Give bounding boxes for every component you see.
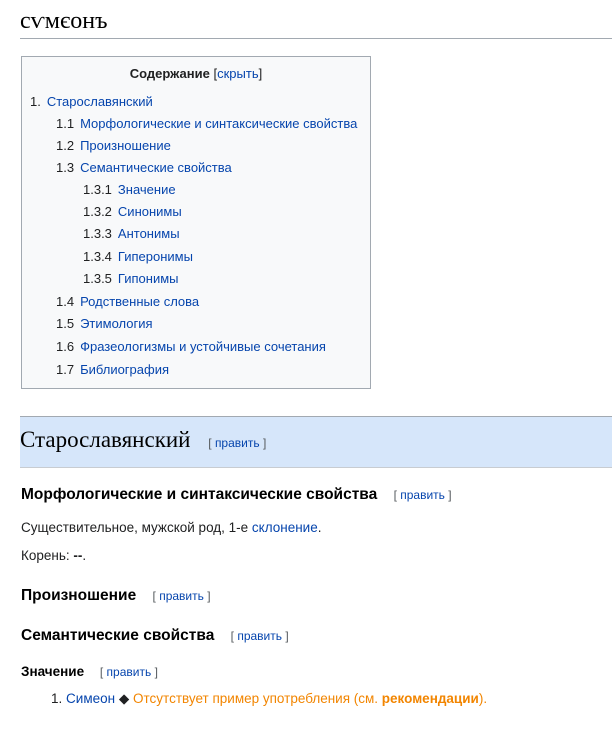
toc-item[interactable] xyxy=(56,315,153,333)
toc-item[interactable] xyxy=(56,115,357,133)
toc-item-number: 1.2 xyxy=(56,138,75,153)
toc-item[interactable] xyxy=(56,137,171,155)
edit-section-button[interactable]: [ править ] xyxy=(208,436,267,450)
toc-item-label[interactable]: Этимология xyxy=(80,316,153,331)
toc-item-number: 1.1 xyxy=(56,116,75,131)
toc-item-number: 1.4 xyxy=(56,294,75,309)
toc-title: Содержание xyxy=(129,66,210,81)
definition-link-simeon[interactable]: Симеон xyxy=(66,691,116,706)
toc-item-label[interactable]: Гиперонимы xyxy=(117,249,193,264)
toc-item-number: 1.3.3 xyxy=(83,226,112,241)
toc-item-number: 1.3.1 xyxy=(83,182,112,197)
heading-pronunciation: Произношение [ править ] xyxy=(21,587,211,604)
toc-toggle-link[interactable]: скрыть xyxy=(217,66,259,81)
toc-item-number: 1.7 xyxy=(56,362,75,377)
toc-item-label[interactable]: Библиография xyxy=(80,362,170,377)
page-title: сѵмєонъ xyxy=(20,8,108,34)
toc-item-label[interactable]: Синонимы xyxy=(117,204,182,219)
toc-item-label[interactable]: Старославянский xyxy=(46,94,153,109)
toc-toggle[interactable]: [скрыть] xyxy=(213,66,263,81)
toc-item-label[interactable]: Значение xyxy=(117,182,176,197)
table-of-contents xyxy=(21,56,371,389)
toc-item-number: 1.3.2 xyxy=(83,204,112,219)
edit-morphology-button[interactable]: [ править ] xyxy=(393,488,452,502)
toc-item-label[interactable]: Гипонимы xyxy=(117,271,179,286)
recommendations-link[interactable]: рекомендации xyxy=(381,691,479,706)
toc-item-number: 1.3.5 xyxy=(83,271,112,286)
toc-item-number: 1. xyxy=(30,94,41,109)
toc-item[interactable] xyxy=(56,293,199,311)
section-title: Старославянский xyxy=(20,427,191,452)
toc-item[interactable] xyxy=(56,159,232,177)
toc-item-label[interactable]: Семантические свойства xyxy=(80,160,232,175)
toc-item-label[interactable]: Произношение xyxy=(80,138,171,153)
toc-item-label[interactable]: Антонимы xyxy=(117,226,180,241)
toc-item[interactable] xyxy=(83,203,182,221)
declension-link[interactable]: склонение xyxy=(251,520,318,535)
toc-item-label[interactable]: Морфологические и синтаксические свойства xyxy=(80,116,358,131)
missing-example-note: Отсутствует пример употребления (см. рекомендации). xyxy=(133,691,488,706)
toc-item[interactable] xyxy=(83,270,179,288)
toc-item[interactable] xyxy=(83,225,180,243)
toc-item-number: 1.3.4 xyxy=(83,249,112,264)
toc-item[interactable] xyxy=(56,361,169,379)
toc-item[interactable] xyxy=(56,338,326,356)
definition-item: 1. Симеон ◆ Отсутствует пример употребления (см. рекомендации). xyxy=(51,691,488,706)
toc-item-number: 1.6 xyxy=(56,339,75,354)
heading-meaning: Значение [ править ] xyxy=(21,664,158,679)
diamond-icon: ◆ xyxy=(118,691,130,706)
morphology-text: Существительное, мужской род, 1-е склонение. xyxy=(21,520,322,535)
toc-item-label[interactable]: Родственные слова xyxy=(80,294,200,309)
edit-pronunciation-button[interactable]: [ править ] xyxy=(152,589,211,603)
toc-item[interactable] xyxy=(83,248,193,266)
edit-semantics-button[interactable]: [ править ] xyxy=(230,629,289,643)
toc-header xyxy=(22,66,370,81)
toc-item-number: 1.3 xyxy=(56,160,75,175)
section-heading-old-church-slavonic xyxy=(20,416,612,468)
edit-meaning-button[interactable]: [ править ] xyxy=(99,665,158,679)
toc-item[interactable] xyxy=(30,93,153,111)
toc-item-label[interactable]: Фразеологизмы и устойчивые сочетания xyxy=(80,339,326,354)
toc-item[interactable] xyxy=(83,181,176,199)
title-divider xyxy=(20,38,612,39)
root-text: Корень: --. xyxy=(21,548,87,563)
toc-item-number: 1.5 xyxy=(56,316,75,331)
heading-semantics: Семантические свойства [ править ] xyxy=(21,627,289,644)
heading-morphology: Морфологические и синтаксические свойства [ править ] xyxy=(21,486,452,503)
